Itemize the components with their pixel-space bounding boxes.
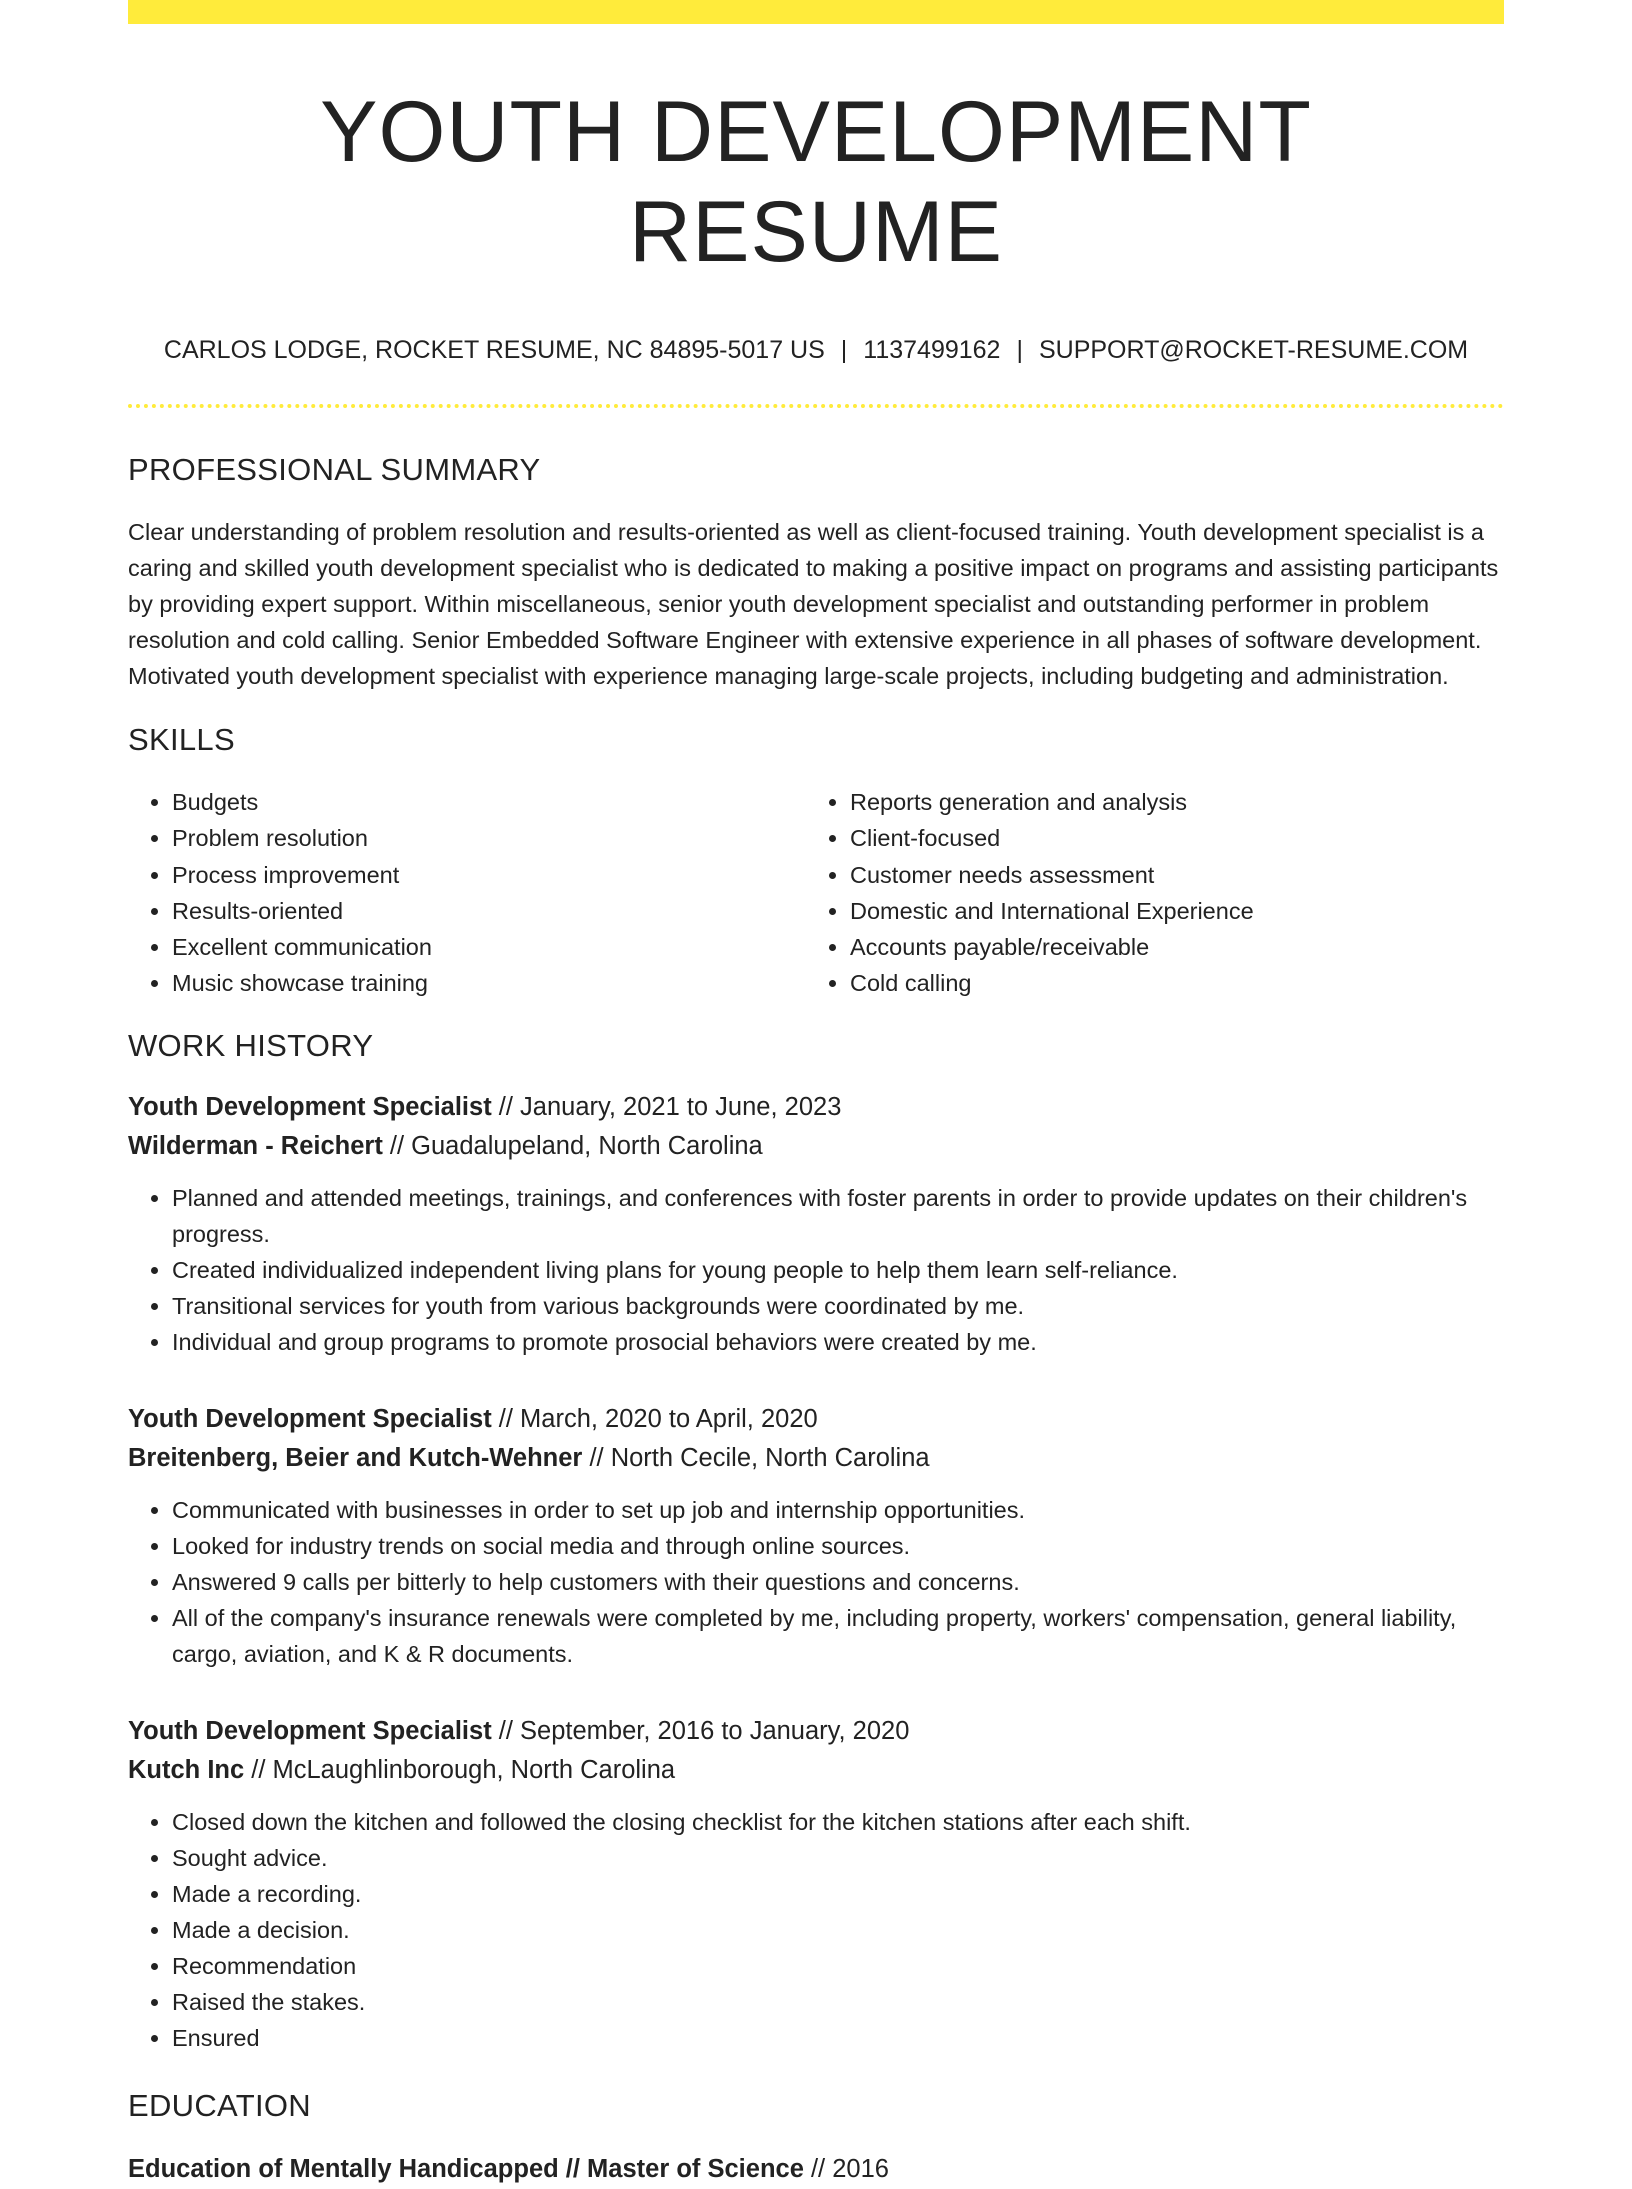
job-company-line xyxy=(128,1439,1504,1478)
skill-item: • Customer needs assessment xyxy=(850,857,1484,893)
skill-item: • Client-focused xyxy=(850,820,1484,856)
job-bullet: • Communicated with businesses in order to set up job and internship opportunities. xyxy=(172,1492,1504,1528)
contact-address: CARLOS LODGE, ROCKET RESUME, NC 84895-5017 US xyxy=(163,336,825,364)
job-bullets xyxy=(128,1804,1504,2056)
contact-separator: | xyxy=(1016,336,1023,364)
skill-item: • Music showcase training xyxy=(172,965,806,1001)
job-bullet: • Planned and attended meetings, trainings, and conferences with foster parents in order to provide updates on their children's progress. xyxy=(172,1180,1504,1252)
job-entry xyxy=(128,1400,1504,1672)
work-history-heading: WORK HISTORY xyxy=(128,1027,374,1063)
skills-column-left xyxy=(128,784,806,1002)
job-bullet: • Ensured xyxy=(172,2020,1504,2056)
job-dates: // March, 2020 to April, 2020 xyxy=(491,1404,818,1433)
skill-item: • Problem resolution xyxy=(172,820,806,856)
skill-item: • Domestic and International Experience xyxy=(850,893,1484,929)
job-title-line xyxy=(128,1088,1504,1127)
job-bullet: • Answered 9 calls per bitterly to help customers with their questions and concerns. xyxy=(172,1564,1504,1600)
contact-phone: 1137499162 xyxy=(863,336,1001,364)
job-bullet: • Made a decision. xyxy=(172,1912,1504,1948)
job-entry xyxy=(128,1712,1504,2056)
dotted-divider xyxy=(128,404,1504,408)
resume-title: YOUTH DEVELOPMENT RESUME xyxy=(320,84,1312,280)
resume-page xyxy=(128,0,1504,2189)
skills-heading: SKILLS xyxy=(128,722,235,757)
job-bullets xyxy=(128,1180,1504,1360)
job-bullet: • Looked for industry trends on social media and through online sources. xyxy=(172,1528,1504,1564)
job-bullet: • Individual and group programs to promote prosocial behaviors were created by me. xyxy=(172,1324,1504,1360)
job-company: Wilderman - Reichert xyxy=(128,1131,383,1160)
summary-text: Clear understanding of problem resolution and results-oriented as well as client-focused training. Youth development specialist is a caring and skilled youth development specialist who is dedicated to making a positive impact on programs and assisting participants by providing expert support. Within miscellaneous, senior youth development specialist and outstanding performer in problem resolution and cold calling. Senior Embedded Software Engineer with extensive experience in all phases of software development. Motivated youth development specialist with experience managing large-scale projects, including budgeting and administration. xyxy=(128,519,1499,689)
skill-item: • Excellent communication xyxy=(172,929,806,965)
education-entry xyxy=(128,2150,1504,2189)
summary-heading: PROFESSIONAL SUMMARY xyxy=(128,452,541,487)
job-bullet: • Made a recording. xyxy=(172,1876,1504,1912)
job-title: Youth Development Specialist xyxy=(128,1092,492,1121)
job-location: // McLaughlinborough, North Carolina xyxy=(244,1755,676,1784)
job-bullet: • Closed down the kitchen and followed the closing checklist for the kitchen stations after each shift. xyxy=(172,1804,1504,1840)
job-bullet: • All of the company's insurance renewals were completed by me, including property, workers' compensation, general liability, cargo, aviation, and K & R documents. xyxy=(172,1600,1504,1672)
skill-item: • Process improvement xyxy=(172,857,806,893)
job-bullet: • Recommendation xyxy=(172,1948,1504,1984)
job-company: Kutch Inc xyxy=(128,1755,245,1784)
job-location: // North Cecile, North Carolina xyxy=(582,1443,930,1472)
skills-list xyxy=(128,784,1504,1002)
contact-separator: | xyxy=(840,336,848,364)
job-title-line xyxy=(128,1400,1504,1439)
contact-email: SUPPORT@ROCKET-RESUME.COM xyxy=(1038,336,1469,364)
job-bullets xyxy=(128,1492,1504,1672)
skill-item: • Budgets xyxy=(172,784,806,820)
contact-line xyxy=(128,334,1504,366)
job-company-line xyxy=(128,1751,1504,1790)
job-location: // Guadalupeland, North Carolina xyxy=(382,1131,763,1160)
skill-item: • Cold calling xyxy=(850,965,1484,1001)
skills-column-right xyxy=(806,784,1484,1002)
job-dates: // January, 2021 to June, 2023 xyxy=(491,1092,842,1121)
job-dates: // September, 2016 to January, 2020 xyxy=(491,1716,910,1745)
job-company: Breitenberg, Beier and Kutch-Wehner xyxy=(128,1443,583,1472)
job-bullet: • Sought advice. xyxy=(172,1840,1504,1876)
education-year: // 2016 xyxy=(803,2154,889,2183)
accent-bar xyxy=(128,0,1504,24)
job-entry xyxy=(128,1088,1504,1360)
job-bullet: • Created individualized independent living plans for young people to help them learn self-reliance. xyxy=(172,1252,1504,1288)
job-bullet: • Transitional services for youth from various backgrounds were coordinated by me. xyxy=(172,1288,1504,1324)
skill-item: • Accounts payable/receivable xyxy=(850,929,1484,965)
job-title: Youth Development Specialist xyxy=(128,1404,492,1433)
education-degree: Education of Mentally Handicapped // Master of Science xyxy=(128,2154,804,2183)
job-bullet: • Raised the stakes. xyxy=(172,1984,1504,2020)
job-title-line xyxy=(128,1712,1504,1751)
skill-item: • Reports generation and analysis xyxy=(850,784,1484,820)
education-heading: EDUCATION xyxy=(128,2087,311,2123)
skill-item: • Results-oriented xyxy=(172,893,806,929)
job-title: Youth Development Specialist xyxy=(128,1716,492,1745)
job-company-line xyxy=(128,1127,1504,1166)
